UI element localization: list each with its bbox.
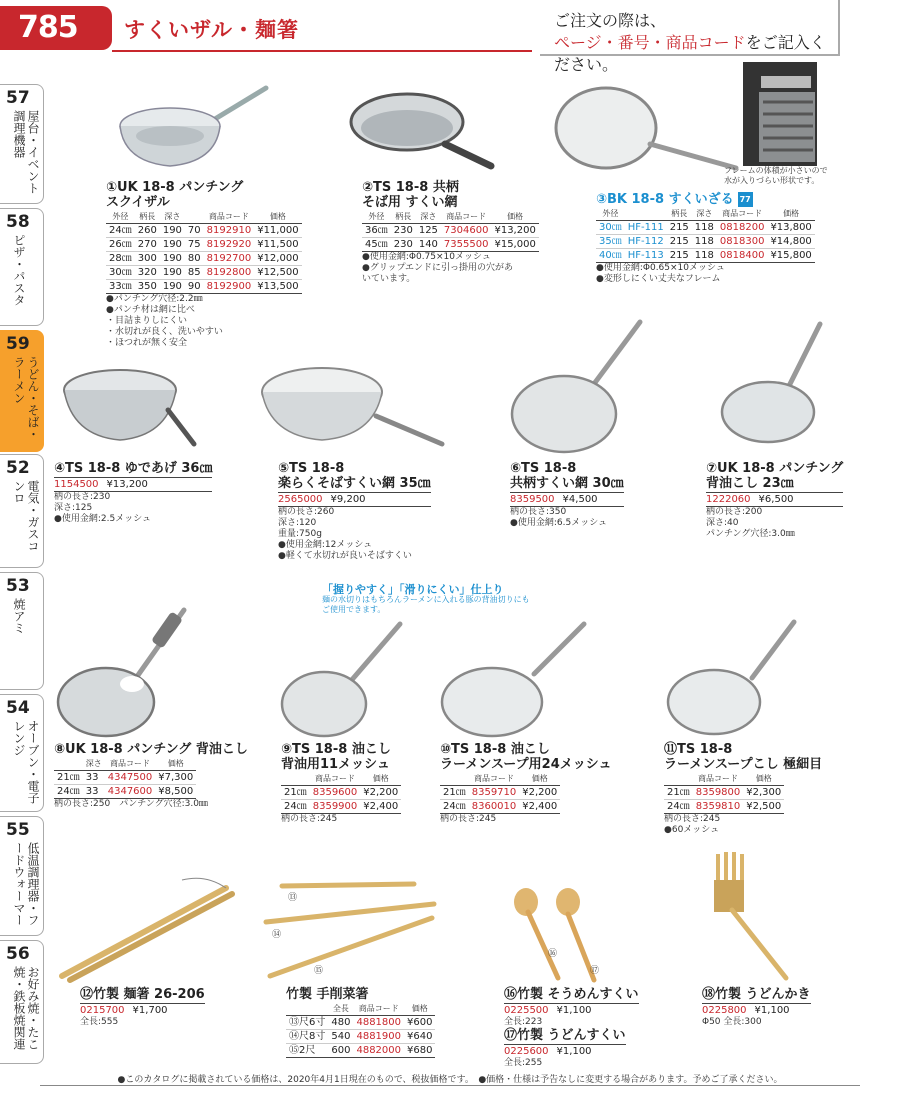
product-name: ⑰竹製 うどんすくい [504, 1028, 626, 1043]
side-tab-55[interactable] [0, 816, 44, 936]
product-17 [504, 1028, 626, 1069]
yudeage-strainer-image [58, 360, 198, 455]
table-row: 24㎝ 33 4347600 ¥8,500 [54, 785, 196, 799]
product-8 [54, 742, 248, 810]
oil-strainer-11-image [278, 618, 406, 740]
soba-mesh-strainer-image [345, 82, 495, 172]
product-name: 竹製 手削菜箸 [286, 987, 369, 1002]
table-row: 24㎝ 8359900 ¥2,400 [281, 800, 401, 814]
side-tab-label: 電気・ガスコンロ [12, 480, 40, 552]
product-notes: 柄の長さ:245 ●60メッシュ [664, 814, 721, 835]
side-tab-num: 54 [6, 698, 30, 718]
side-tab-label: 屋台・イベント調理機器 [12, 110, 40, 194]
spec-table: 商品コード 価格 21㎝ 8359600 ¥2,200 24㎝ 8359900 ¥2,400 [281, 772, 401, 814]
side-tab-num: 53 [6, 576, 30, 596]
spec-table: 外径 柄長 深さ 商品コード 価格 36㎝ 230 125 7304600 ¥13,200 45㎝ 230 140 7355500 ¥15,000 [362, 210, 539, 252]
product-notes: ●使用金網:Φ0.65×10メッシュ ●変形しにくい丈夫なフレーム [596, 263, 725, 284]
product-code: 8359500 [510, 494, 555, 505]
order-note-highlight: ページ・番号・商品コード [554, 33, 746, 52]
side-tab-52[interactable] [0, 454, 44, 568]
product-18 [702, 987, 811, 1028]
product-notes: ●パンチング穴径:2.2㎜ ●パンチ材は網に比べ ・目詰まりしにくい ・水切れが良く、洗いやすい ・ほつれが無く安全 [106, 294, 223, 348]
product-code-line [278, 492, 431, 507]
product-10 [440, 742, 612, 825]
product-code: 0225600 [504, 1046, 549, 1057]
product-name: ⑤TS 18-8 楽らくそばすくい網 35㎝ [278, 461, 431, 491]
product-name: ①UK 18-8 パンチング スクイザル [106, 180, 244, 210]
table-row: 40㎝ HF-113 215 118 0818400 ¥15,800 [596, 249, 815, 263]
product-price: ¥1,100 [556, 1046, 592, 1057]
soup-strainer-fine-image [664, 616, 800, 740]
product-5 [278, 461, 431, 562]
side-tab-num: 59 [6, 334, 30, 354]
product-name: ⑯竹製 そうめんすくい [504, 987, 639, 1002]
product-price: ¥6,500 [758, 494, 794, 505]
product-name: ⑪TS 18-8 ラーメンスープこし 極細目 [664, 742, 823, 772]
product-name: ②TS 18-8 共柄 そば用 すくい網 [362, 180, 459, 210]
product-notes: 柄の長さ:250 パンチング穴径:3.0㎜ [54, 799, 208, 809]
side-tab-54[interactable] [0, 694, 44, 812]
table-row: 24㎝ 260 190 70 8192910 ¥11,000 [106, 224, 302, 238]
product-code: 0225800 [702, 1005, 747, 1016]
table-row: 21㎝ 8359710 ¥2,200 [440, 786, 560, 800]
product-name: ④TS 18-8 ゆであげ 36㎝ [54, 461, 213, 476]
side-tab-num: 55 [6, 820, 30, 840]
bamboo-noodle-chopsticks-image [56, 868, 236, 984]
table-row: 21㎝ 8359600 ¥2,200 [281, 786, 401, 800]
callout-16: ⑯ [548, 949, 558, 959]
product-1 [106, 180, 302, 349]
order-note [540, 0, 840, 74]
table-row: 33㎝ 350 190 90 8192900 ¥13,500 [106, 280, 302, 294]
product-notes: 全長:255 [504, 1058, 543, 1068]
product-name: ⑧UK 18-8 パンチング 背油こし [54, 742, 248, 757]
product-price: ¥1,100 [556, 1005, 592, 1016]
product-code-line [510, 492, 624, 507]
product-code: 2565000 [278, 494, 323, 505]
product-notes: 全長:555 [80, 1017, 119, 1027]
product-2 [362, 180, 536, 285]
product-6 [510, 461, 624, 529]
product-11 [664, 742, 822, 836]
side-tab-59[interactable] [0, 330, 44, 452]
side-tab-label: オーブン・電子レンジ [12, 720, 40, 804]
callout-14: ⑭ [272, 930, 282, 940]
page-number: 785 [0, 6, 112, 50]
punching-fat-strainer-image [54, 604, 194, 738]
product-price: ¥4,500 [562, 494, 598, 505]
table-row: 30㎝ HF-111 215 118 0818200 ¥13,800 [596, 221, 815, 235]
product-name: ③BK 18-8 すくいざる 77 [596, 192, 751, 207]
product-code: 0215700 [80, 1005, 125, 1016]
raku-soba-strainer-image [258, 362, 448, 454]
product-code-line [702, 1003, 811, 1017]
product-price: ¥13,200 [106, 479, 148, 490]
spec-table: 外径 柄長 深さ 商品コード 価格 30㎝ HF-111 215 118 0818200 ¥13,800 35㎝ HF-112 215 118 0818300 ¥14,800 40㎝ HF-113 215 118 0818400 ¥15,800 [596, 207, 815, 263]
product-name: ⑥TS 18-8 共柄すくい網 30㎝ [510, 461, 624, 491]
product-code-line [706, 492, 843, 507]
table-row: ⑮2尺 600 4882000 ¥680 [286, 1044, 435, 1058]
side-tab-53[interactable] [0, 572, 44, 690]
header-rule [112, 50, 532, 52]
feature-callout-title: 「握りやすく」「滑りにくい」仕上り [322, 583, 504, 596]
punching-fat-strainer-23-image [716, 318, 836, 452]
product-notes: 柄の長さ:260 深さ:120 重量:750g ●使用金網:12メッシュ ●軽くて水切れが良いそばすくい [278, 507, 412, 561]
footer-note: ●このカタログに掲載されている価格は、2020年4月1日現在のもので、税抜価格です。 ●価格・仕様は予告なしに変更する場合があります。予めご了承ください。 [117, 1075, 783, 1085]
page-ref-badge: 77 [738, 192, 753, 207]
table-row: 45㎝ 230 140 7355500 ¥15,000 [362, 238, 539, 252]
product-code-line [504, 1003, 639, 1017]
product-notes: 柄の長さ:245 [440, 814, 497, 824]
callout-17: ⑰ [590, 966, 600, 976]
table-row: 21㎝ 33 4347500 ¥7,300 [54, 771, 196, 785]
product-price: ¥1,700 [132, 1005, 168, 1016]
product-7 [706, 461, 843, 540]
table-row: 21㎝ 8359800 ¥2,300 [664, 786, 784, 800]
page-title: すくいザル・麺箸 [124, 18, 299, 42]
side-tab-58[interactable] [0, 208, 44, 326]
product-notes: 柄の長さ:200 深さ:40 パンチング穴径:3.0㎜ [706, 507, 795, 539]
product-name: ⑨TS 18-8 油こし 背油用11メッシュ [281, 742, 391, 772]
product-code-line [504, 1044, 626, 1058]
feature-callout [322, 584, 530, 615]
table-row: 26㎝ 270 190 75 8192920 ¥11,500 [106, 238, 302, 252]
product-notes: 柄の長さ:245 [281, 814, 338, 824]
product-name: ⑫竹製 麺箸 26-206 [80, 987, 205, 1002]
order-note-rest: をご記入ください。 [554, 33, 826, 74]
side-tab-56[interactable] [0, 940, 44, 1064]
table-row: 35㎝ HF-112 215 118 0818300 ¥14,800 [596, 235, 815, 249]
product-code: 1154500 [54, 479, 99, 490]
spec-table: 深さ 商品コード 価格 21㎝ 33 4347500 ¥7,300 24㎝ 33 4347600 ¥8,500 [54, 757, 196, 799]
side-tab-num: 58 [6, 212, 30, 232]
spec-table: 全長 商品コード 価格 ⑬尺6寸 480 4881800 ¥600 ⑭尺8寸 540 4881900 ¥640 ⑮2尺 600 4882000 ¥680 [286, 1002, 435, 1058]
bamboo-udon-rake-image [706, 850, 792, 984]
callout-13: ⑬ [288, 893, 298, 903]
product-name: ⑩TS 18-8 油こし ラーメンスープ用24メッシュ [440, 742, 612, 772]
footer-rule [40, 1085, 860, 1086]
product-notes: ●使用金網:Φ0.75×10メッシュ ●グリップエンドに引っ掛用の穴があいています。 [362, 252, 514, 284]
product-13-15 [286, 987, 435, 1058]
product-name: ⑱竹製 うどんかき [702, 987, 811, 1002]
spec-table: 外径 柄長 深さ 商品コード 価格 24㎝ 260 190 70 8192910 ¥11,000 26㎝ 270 190 75 8192920 ¥11,500 28㎝ 300 190 80 8192700 ¥12,000 30㎝ 320 190 85 8192800 ¥12,500 33㎝ 350 190 90 8192900 ¥13,500 [106, 210, 302, 294]
table-row: 28㎝ 300 190 80 8192700 ¥12,000 [106, 252, 302, 266]
side-tab-num: 52 [6, 458, 30, 478]
table-row: 24㎝ 8359810 ¥2,500 [664, 800, 784, 814]
product-notes: 全長:223 [504, 1017, 543, 1027]
product-code-line [54, 477, 212, 492]
product-code: 0225500 [504, 1005, 549, 1016]
product-3 [596, 192, 815, 285]
side-tab-num: 56 [6, 944, 30, 964]
bk-strainer-image [550, 82, 740, 182]
product-12 [80, 987, 205, 1028]
product-price: ¥9,200 [330, 494, 366, 505]
callout-15: ⑮ [314, 966, 324, 976]
table-row: 30㎝ 320 190 85 8192800 ¥12,500 [106, 266, 302, 280]
table-row: 36㎝ 230 125 7304600 ¥13,200 [362, 224, 539, 238]
punching-strainer-image [110, 82, 270, 174]
inset-caption: フレームの体積が小さいので 水が入りづらい形状です。 [724, 166, 828, 185]
side-tab-57[interactable] [0, 84, 44, 204]
side-tab-label: お好み焼・たこ焼・鉄板焼関連 [12, 966, 40, 1050]
product-notes: Φ50 全長:300 [702, 1017, 762, 1027]
side-tab-label: うどん・そば・ラーメン [12, 356, 40, 440]
side-tab-label: ピザ・パスタ [12, 234, 26, 306]
product-notes: 柄の長さ:350 ●使用金網:6.5メッシュ [510, 507, 608, 528]
side-tab-label: 低温調理器・フードウォーマー [12, 842, 40, 926]
table-row: ⑭尺8寸 540 4881900 ¥640 [286, 1030, 435, 1044]
order-note-line1: ご注文の際は、 [554, 11, 667, 30]
side-tab-num: 57 [6, 88, 30, 108]
table-row: ⑬尺6寸 480 4881800 ¥600 [286, 1016, 435, 1030]
spec-table: 商品コード 価格 21㎝ 8359710 ¥2,200 24㎝ 8360010 ¥2,400 [440, 772, 560, 814]
mesh-ladle-30-image [508, 316, 653, 456]
product-9 [281, 742, 401, 825]
frame-closeup-inset [743, 62, 817, 166]
product-16 [504, 987, 639, 1028]
product-notes: 柄の長さ:230 深さ:125 ●使用金網:2.5メッシュ [54, 492, 152, 524]
table-row: 24㎝ 8360010 ¥2,400 [440, 800, 560, 814]
product-code: 1222060 [706, 494, 751, 505]
product-4 [54, 461, 212, 525]
oil-strainer-24-image [438, 618, 588, 740]
product-code-line [80, 1003, 205, 1017]
product-name: ⑦UK 18-8 パンチング 背油こし 23㎝ [706, 461, 844, 491]
spec-table: 商品コード 価格 21㎝ 8359800 ¥2,300 24㎝ 8359810 ¥2,500 [664, 772, 784, 814]
product-price: ¥1,100 [754, 1005, 790, 1016]
side-tab-label: 焼アミ [12, 598, 26, 634]
feature-callout-text: 麺の水切りはもちろんラーメンに入れる豚の背油切りにも ご使用できます。 [322, 595, 530, 614]
